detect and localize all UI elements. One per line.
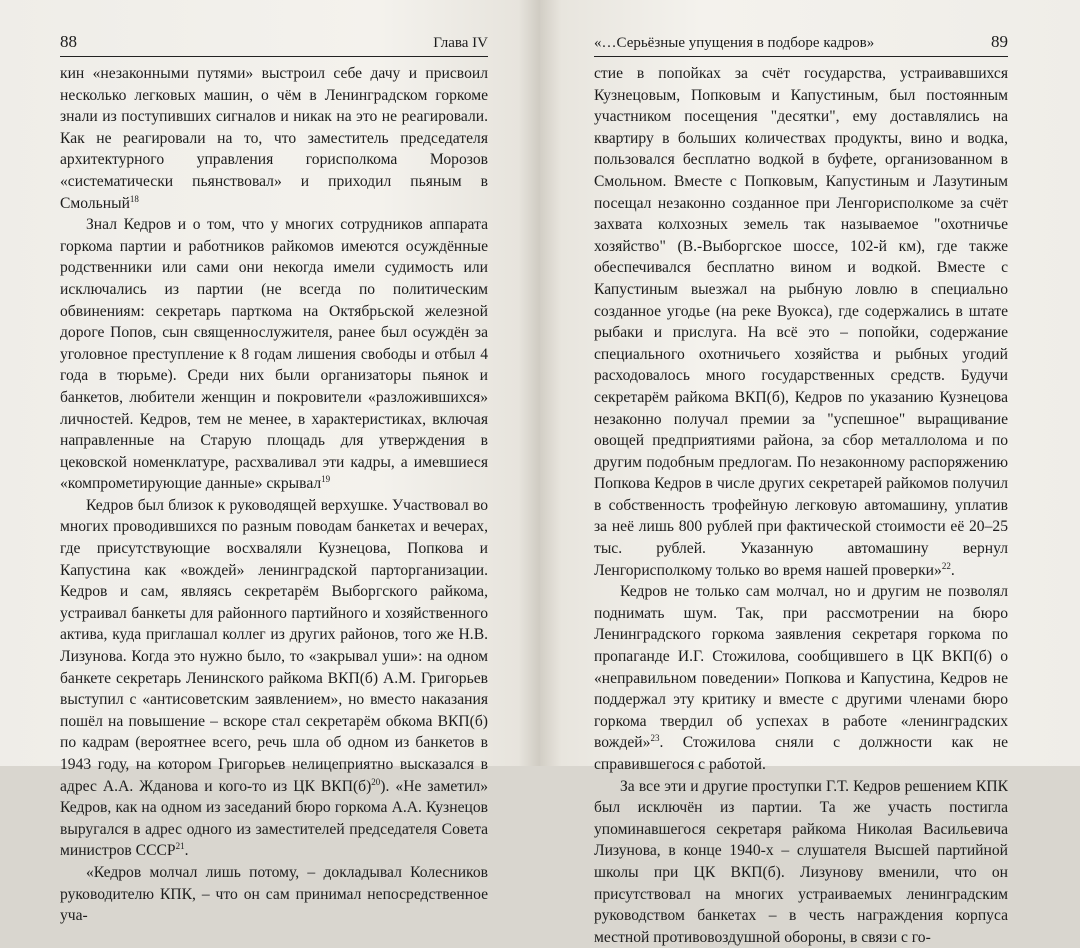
- footnote-marker: 18: [129, 193, 139, 204]
- paragraph: [594, 581, 1008, 775]
- paragraph-text: кин «незаконными путями» выстроил себе дачу и присвоил несколько легковых машин, о чём в Ленинградском горкоме знали из поступивших сигналов и никак на это не реагировали. Как не реагировали на то, что заместитель председателя архитектурного управления горисполкома Морозов «систематически пьянствовал» и приходил пьяным в Смольный: [60, 65, 488, 212]
- left-page-header: [60, 32, 488, 57]
- paragraph-text: «Кедров молчал лишь потому, – докладывал Колесников руководителю КПК, – что он сам принимал непосредственное уча-: [60, 863, 488, 925]
- paragraph: [60, 862, 488, 927]
- right-running-head: «…Серьёзные упущения в подборе кадров»: [594, 35, 875, 51]
- paragraph-text: стие в попойках за счёт государства, устраивавшихся Кузнецовым, Попковым и Капустиным, был постоянным участником посещения "десятки", ему доставлялись на квартиру в больших количествах продукты, вино и водка, пользовался бесплатно водкой в буфете, организованном в Смольном. Вместе с Попковым, Капустиным и Лазутиным посещал незаконно созданное при Ленгорисполкоме за счёт захвата колхозных земель так называемое "охотничье хозяйство" (В.-Выборгское шоссе, 102-й км), где также обеспечивался бесплатно вином и водкой. Вместе с Капустиным выезжал на рыбную ловлю в специально созданное угодье (на реке Вуокса), где содержались в штате рыбаки и прислуга. На всё это – попойки, содержание специального охотничьего хозяйства и рыбных угодий расходовалось много государственных средств. Будучи секретарём райкома ВКП(б), Кедров по указанию Кузнецова незаконно получал премии за "успешное" выращивание овощей предприятиями района, за сбор металлолома и по другим подобным предлогам. По незаконному распоряжению Попкова Кедров в числе других секретарей райкомов получил в собственность трофейную легковую автомашину, уплатив за неё лишь 800 рублей при фактической стоимости её 20–25 тыс. рублей. Указанную автомашину вернул Ленгорисполкому только во время нашей проверки»: [594, 65, 1008, 579]
- paragraph-text: За все эти и другие проступки Г.Т. Кедров решением КПК был исключён из партии. Та же участь постигла упоминавшегося секретаря райкома Николая Васильевича Лизунова, в конце 1940-х – слушателя Высшей партийной школы при ЦК ВКП(б). Лизунову вменили, что он присутствовал на многих устраиваемых ленинградским руководством банкетах – в честь награждения корпуса местной противовоздушной обороны, в связи с го-: [594, 777, 1008, 946]
- footnote-marker: 19: [321, 474, 331, 485]
- paragraph-text: .: [184, 842, 189, 860]
- footnote-marker: 23: [650, 733, 660, 744]
- left-running-head: Глава IV: [433, 35, 488, 51]
- left-page: [0, 0, 540, 925]
- paragraph-text: . Стожилова сняли с должности как не справившегося с работой.: [594, 734, 1008, 773]
- right-page-body: [594, 63, 1008, 948]
- paragraph: [60, 63, 488, 214]
- paragraph-text: ). «Не заметил» Кедров, как на одном из заседаний бюро горкома А.А. Кузнецов выругался в адрес одного из заместителей председателя Совета министров СССР: [60, 777, 489, 860]
- paragraph-text: .: [950, 561, 955, 579]
- right-page-header: [594, 32, 1008, 57]
- right-page: [540, 0, 1080, 946]
- paragraph-text: Знал Кедров и о том, что у многих сотрудников аппарата горкома партии и работников райкомов имеются осуждённые родственники или сами они некогда имели судимость или исключались из партии (не всегда по политическим обвинениям: секретарь парткома на Октябрьской железной дороге Попов, сын священнослужителя, ранее был осуждён за уголовное преступление к 8 годам лишения свободы и отбыл 4 года в тюрьме). Среди них были организаторы пьянок и банкетов, любители женщин и покровители «разложившихся» личностей. Кедров, тем не менее, в характеристиках, включая направленные на Старую площадь для утверждения в цековской номенклатуре, расхваливал эти кадры, а имевшиеся «компрометирующие данные» скрывал: [60, 216, 488, 493]
- paragraph: [60, 495, 488, 862]
- paragraph: [594, 776, 1008, 948]
- paragraph-text: Кедров не только сам молчал, но и другим не позволял поднимать шум. Так, при рассмотрении на бюро Ленинградского горкома заявления секретаря горкома по пропаганде И.Г. Стожилова, сообщившего в ЦК ВКП(б) о «неправильном поведении» Попкова и Капустина, Кедров не поддержал эту критику и вместе с другими членами бюро горкома твердил об успехах в работе «ленинградских вождей»: [594, 583, 1008, 752]
- paragraph: [594, 63, 1008, 581]
- paragraph: [60, 214, 488, 495]
- footnote-marker: 21: [175, 841, 185, 852]
- footnote-marker: 20: [371, 776, 381, 787]
- left-page-number: 88: [60, 32, 77, 51]
- right-page-number: 89: [991, 32, 1008, 51]
- paragraph-text: Кедров был близок к руководящей верхушке. Участвовал во многих проводившихся по разным поводам банкетах и вечерах, где присутствующие восхваляли Кузнецова, Попкова и Капустина как «вождей» ленинградской парторганизации. Кедров и сам, являясь секретарём Выборгского райкома, устраивал банкеты для районного партийного и хозяйственного актива, куда приглашал коллег из других районов, того же Н.В. Лизунова. Когда это нужно было, то «закрывал уши»: на одном банкете секретарь Ленинского райкома ВКП(б) А.М. Григорьев выступил с «антисоветским заявлением», но вместо наказания пошёл на повышение – вскоре стал секретарём обкома ВКП(б) по кадрам (вероятнее всего, речь шла об одном из банкетов в 1943 году, на котором Григорьев нелицеприятно высказался в адрес А.А. Жданова и кого-то из ЦК ВКП(б): [60, 496, 488, 795]
- left-page-body: [60, 63, 488, 927]
- footnote-marker: 22: [941, 560, 951, 571]
